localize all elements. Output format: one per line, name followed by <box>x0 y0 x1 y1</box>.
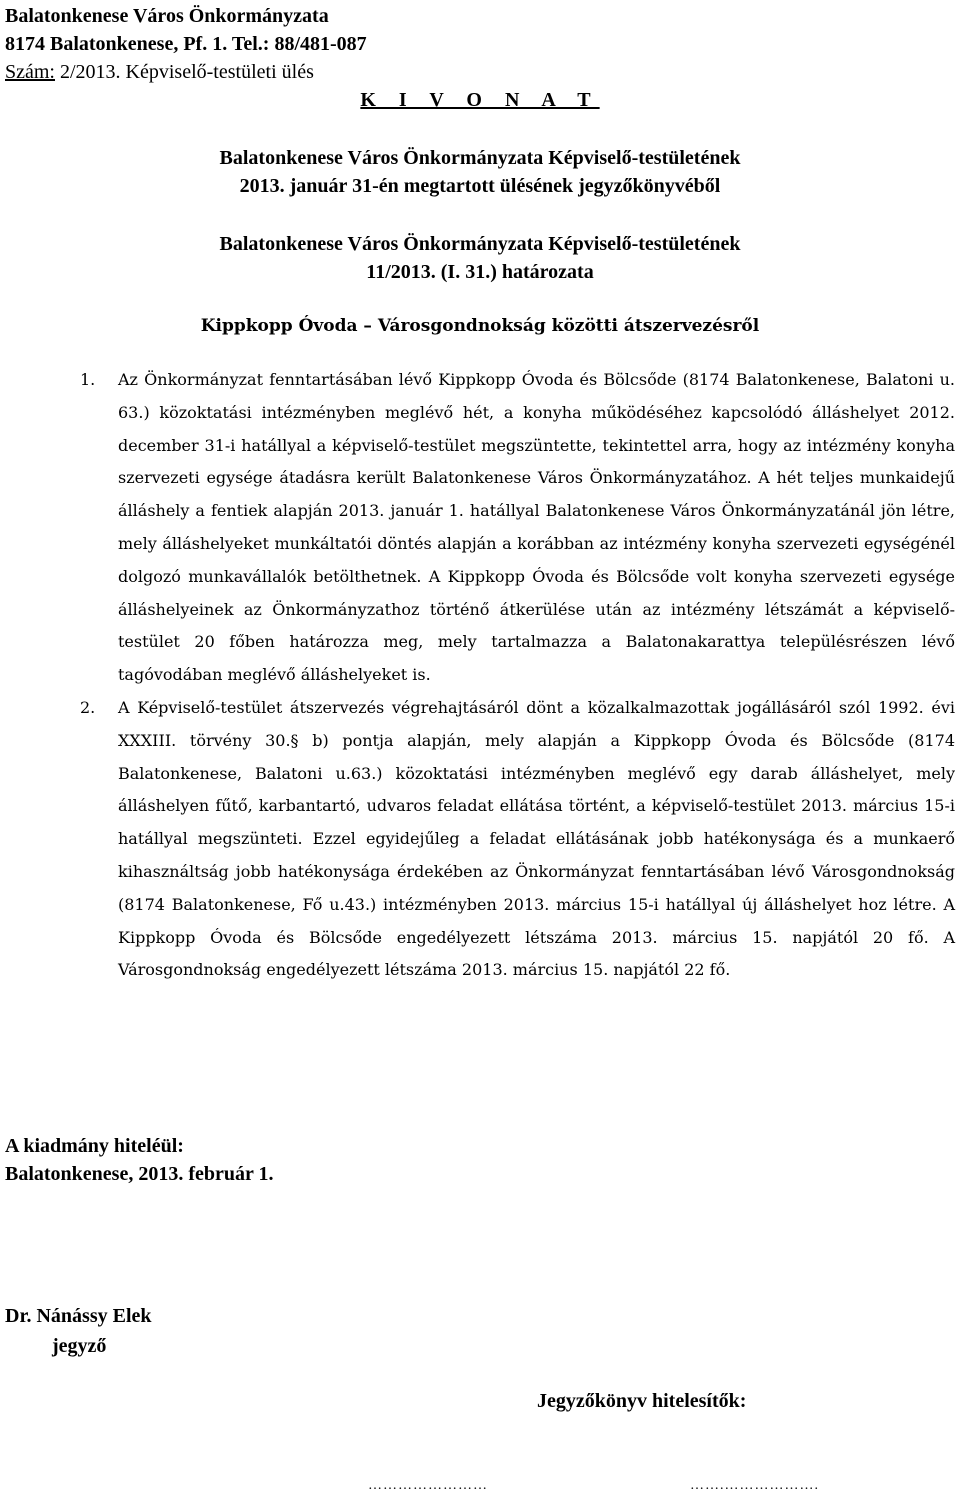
place-and-date: Balatonkenese, 2013. február 1. <box>5 1163 274 1185</box>
verifier-signature-line-1: …………………… <box>368 1478 488 1493</box>
verifiers-label: Jegyzőkönyv hitelesítők: <box>537 1390 747 1412</box>
signatory-role: jegyző <box>52 1335 107 1357</box>
intro-line-2: 2013. január 31-én megtartott ülésének jegyzőkönyvéből <box>239 175 721 197</box>
header-organization: Balatonkenese Város Önkormányzata <box>5 5 329 27</box>
resolution-item <box>80 692 955 987</box>
signatory-name: Dr. Nánássy Elek <box>5 1305 152 1327</box>
certification-label: A kiadmány hiteléül: <box>5 1135 184 1157</box>
item-text: Az Önkormányzat fenntartásában lévő Kippkopp Óvoda és Bölcsőde (8174 Balatonkenese, Balatoni u. 63.) közoktatási intézményben meglévő hét, a konyha működéséhez kapcsolódó álláshelyet 2012. december 31-i hatállyal a képviselő-testület megszüntette, tekintettel arra, hogy az intézmény konyha szervezeti egysége átadásra került Balatonkenese Város Önkormányzatához. A hét teljes munkaidejű álláshely a fentiek alapján 2013. január 1. hatállyal Balatonkenese Város Önkormányzatánál jön létre, mely álláshelyeket munkáltatói döntés alapján a korábban az intézmény konyha szervezeti egységénél dolgozó munkavállalók betölthetnek. A Kippkopp Óvoda és Bölcsőde volt konyha szervezeti egysége álláshelyeinek az Önkormányzathoz történő átkerülése után az intézmény létszámát a képviselő-testület 20 főben határozza meg, mely tartalmazza a Balatonakarattya településrészen lévő tagóvodában meglévő álláshelyeket is. <box>118 370 955 685</box>
item-text: A Képviselő-testület átszervezés végrehajtásáról dönt a közalkalmazottak jogállásáról szól 1992. évi XXXIII. törvény 30.§ b) pontja alapján, mely alapján a Kippkopp Óvoda és Bölcsőde (8174 Balatonkenese, Balatoni u.63.) közoktatási intézményben meglévő egy darab álláshelyet, mely álláshelyen fűtő, karbantartó, udvaros feladat ellátása történt, a képviselő-testület 2013. március 15-i hatállyal megszünteti. Ezzel egyidejűleg a feladat ellátásának jobb hatékonysága és a munkaerő kihasználtság jobb hatékonysága érdekében az Önkormányzat fenntartásában lévő Városgondnokság (8174 Balatonkenese, Fő u.43.) intézményben 2013. március 15-i hatállyal új álláshelyet hoz létre. A Kippkopp Óvoda és Bölcsőde engedélyezett létszáma 2013. március 15. napjától 20 fő. A Városgondnokság engedélyezett létszáma 2013. március 15. napjától 22 fő. <box>118 697 955 980</box>
resolution-item <box>80 364 955 692</box>
resolution-number: 11/2013. (I. 31.) határozata <box>366 261 594 283</box>
reference-label: Szám: <box>5 61 55 83</box>
document-title-row <box>0 88 960 112</box>
reference-value: 2/2013. Képviselő-testületi ülés <box>55 61 314 83</box>
intro-line-1: Balatonkenese Város Önkormányzata Képviselő-testületének <box>219 147 741 169</box>
item-number: 1. <box>80 370 96 389</box>
resolution-subject: Kippkopp Óvoda – Városgondnokság közötti átszervezésről <box>200 316 760 336</box>
resolution-items <box>80 364 955 987</box>
resolution-issuer: Balatonkenese Város Önkormányzata Képviselő-testületének <box>219 233 741 255</box>
item-number: 2. <box>80 697 96 717</box>
header-reference <box>5 60 314 84</box>
header-address: 8174 Balatonkenese, Pf. 1. Tel.: 88/481-087 <box>5 33 367 55</box>
document-title: K I V O N A T <box>360 89 600 111</box>
verifier-signature-line-2: …….………………. <box>690 1478 819 1493</box>
